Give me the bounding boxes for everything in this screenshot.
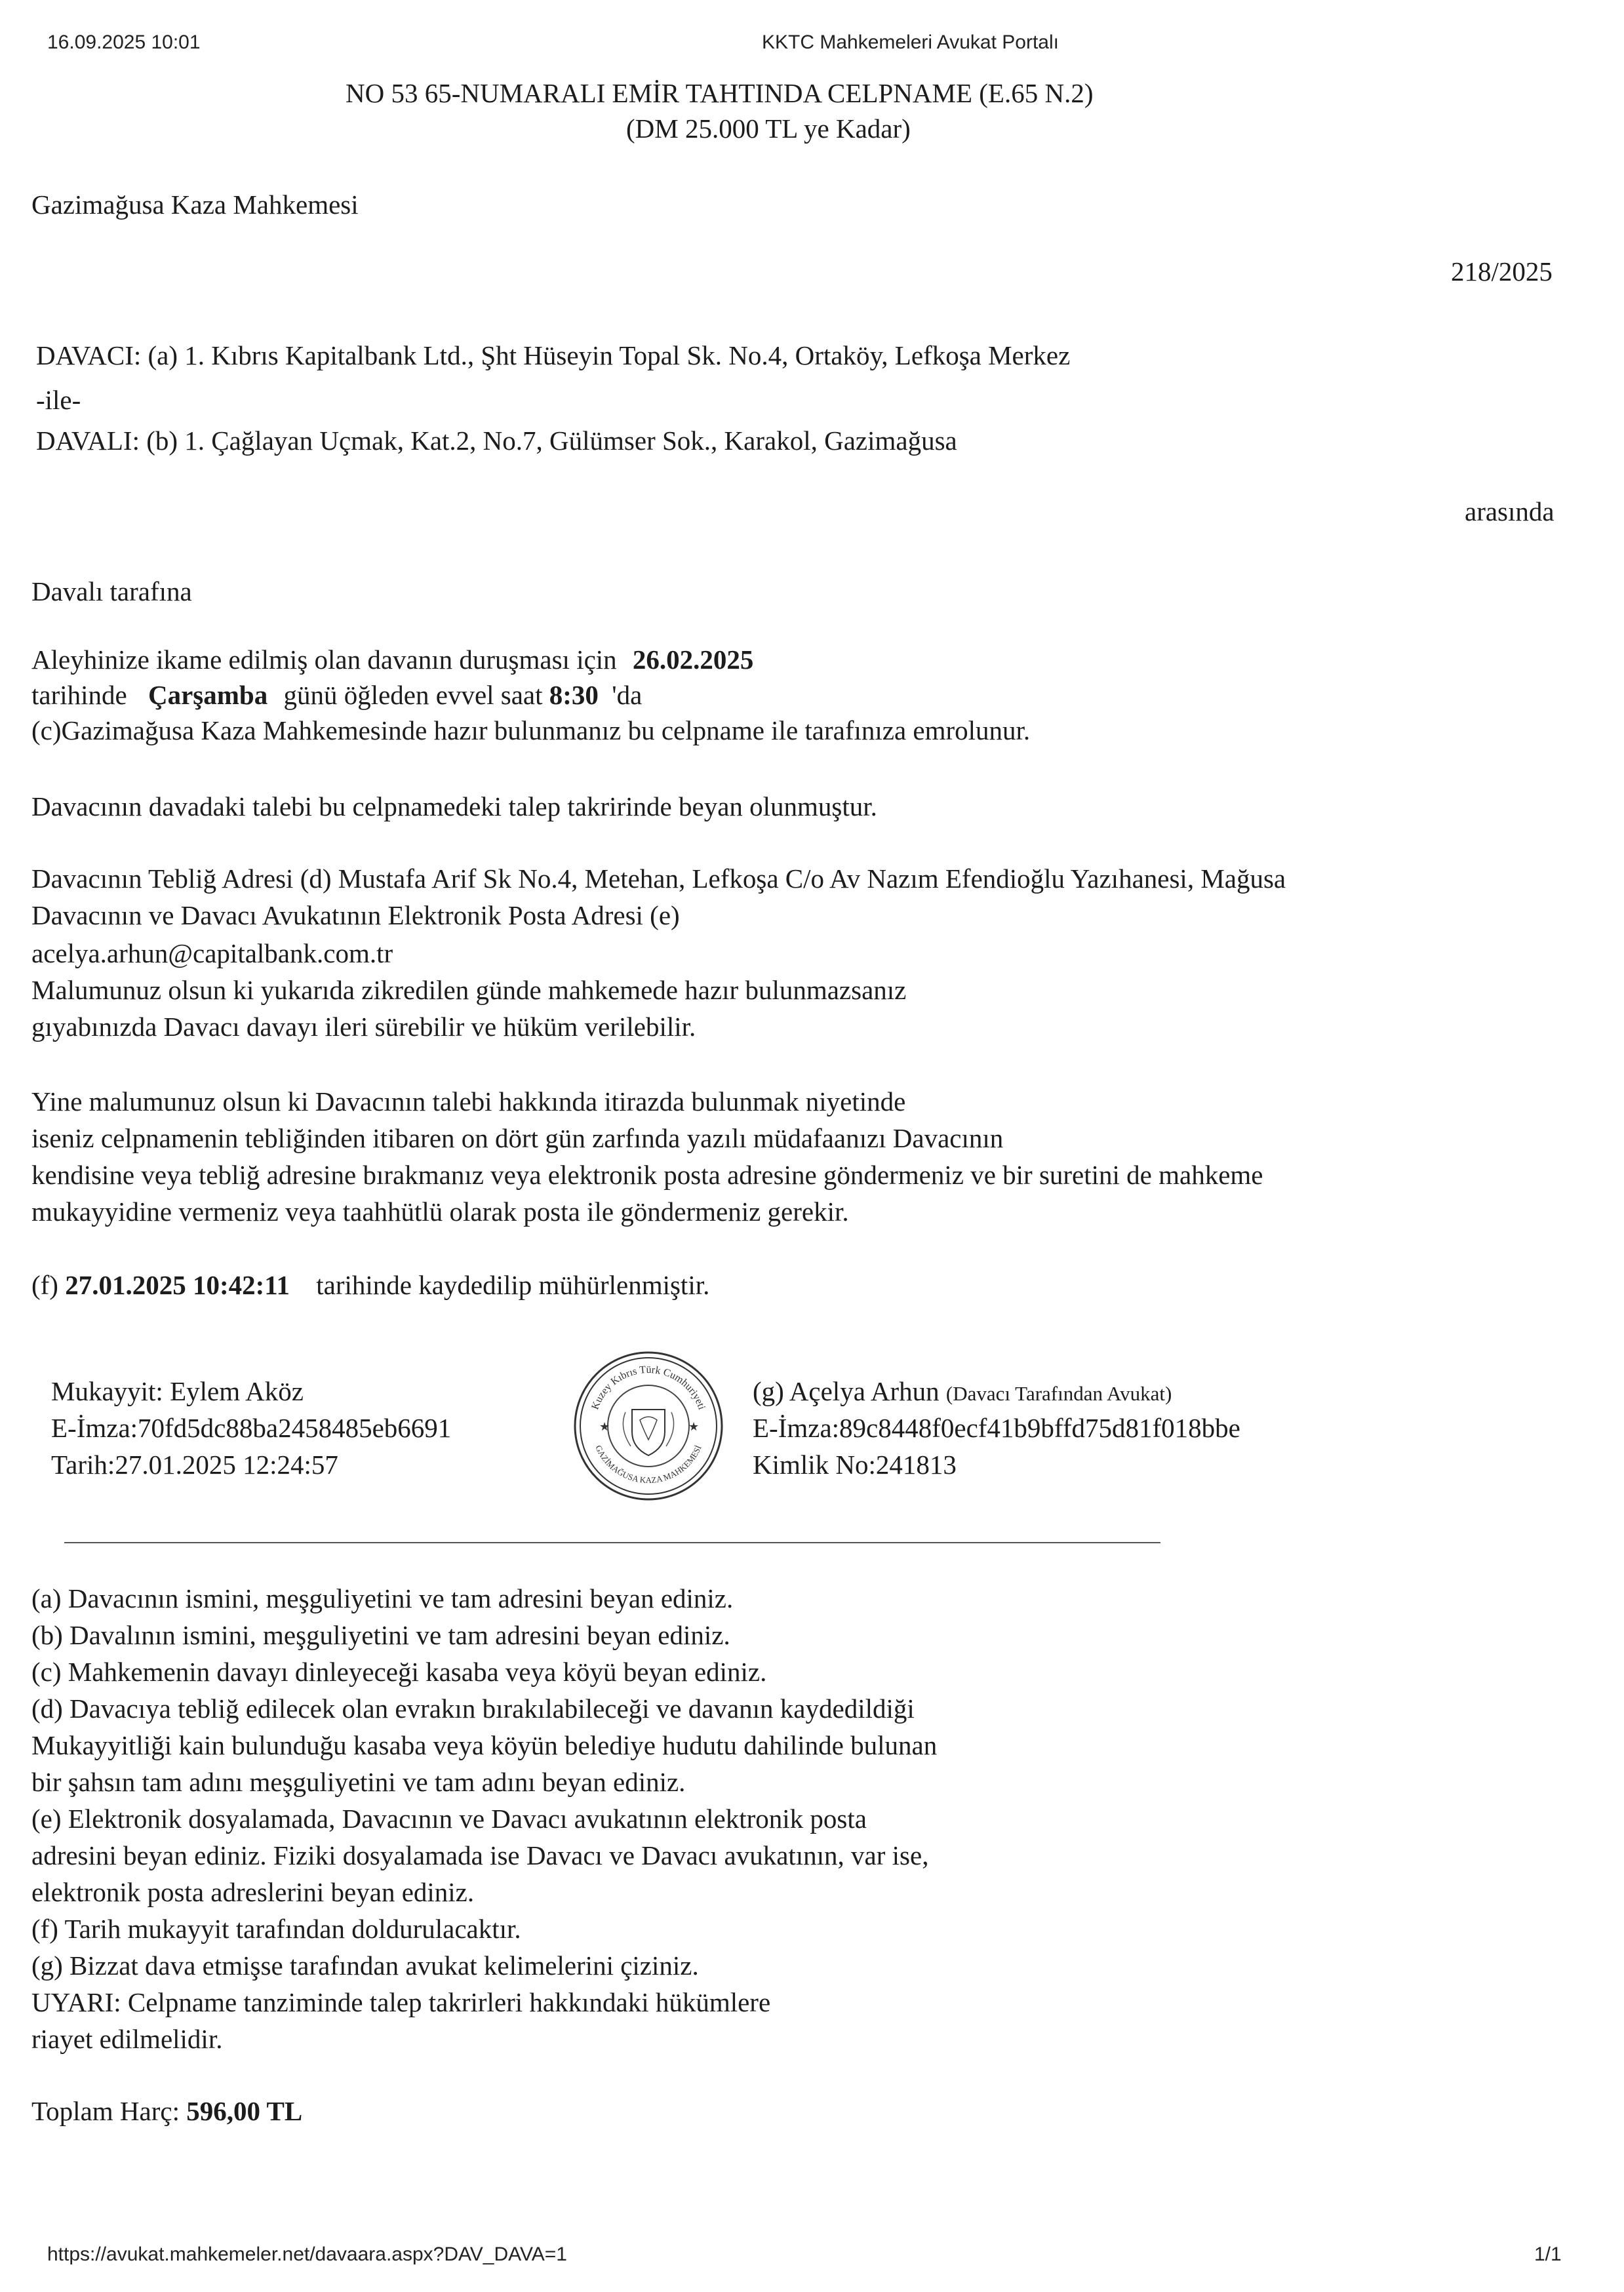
absence-warning-line-1: Malumunuz olsun ki yukarıda zikredilen günde mahkemede hazır bulunmazsanız bbox=[31, 975, 907, 1005]
registrar-esignature: E-İmza:70fd5dc88ba2458485eb6691 bbox=[51, 1413, 452, 1443]
lawyer-name-line bbox=[753, 1375, 1172, 1407]
parties-connector: -ile- bbox=[36, 385, 81, 415]
between-label: arasında bbox=[1465, 496, 1555, 526]
note-line: (a) Davacının ismini, meşguliyetini ve tam adresini beyan ediniz. bbox=[31, 1583, 734, 1613]
addressee: Davalı tarafına bbox=[31, 576, 192, 606]
fee-amount: 596,00 TL bbox=[186, 2096, 303, 2126]
seal-bottom-text: GAZİMAĞUSA KAZA MAHKEMESİ bbox=[593, 1444, 703, 1486]
email-label-line: Davacının ve Davacı Avukatının Elektronik Posta Adresi (e) bbox=[31, 900, 680, 930]
service-address-line: Davacının Tebliğ Adresi (d) Mustafa Arif Sk No.4, Metehan, Lefkoşa C/o Av Nazım Efendioğlu Yazıhanesi, Mağusa bbox=[31, 863, 1286, 894]
objection-line-4: mukayyidine vermeniz veya taahhütlü olarak posta ile göndermeniz gerekir. bbox=[31, 1196, 849, 1227]
notes-list bbox=[31, 1580, 937, 2057]
note-line: (c) Mahkemenin davayı dinleyeceği kasaba veya köyü beyan ediniz. bbox=[31, 1657, 767, 1687]
court-seal-icon bbox=[572, 1349, 725, 1503]
registrar-name: Mukayyit: Eylem Aköz bbox=[51, 1376, 304, 1406]
plaintiff-email: acelya.arhun@capitalbank.com.tr bbox=[31, 938, 393, 968]
note-line: (g) Bizzat dava etmişse tarafından avukat kelimelerini çiziniz. bbox=[31, 1950, 699, 1981]
claim-statement: Davacının davadaki talebi bu celpnamedeki talep takririnde beyan olunmuştur. bbox=[31, 791, 877, 821]
lawyer-name: (g) Açelya Arhun bbox=[753, 1376, 940, 1406]
print-url: https://avukat.mahkemeler.net/davaara.aspx?DAV_DAVA=1 bbox=[47, 2243, 567, 2265]
registration-line bbox=[31, 1269, 709, 1301]
document-subtitle: (DM 25.000 TL ye Kadar) bbox=[626, 113, 911, 144]
objection-line-2: iseniz celpnamenin tebliğinden itibaren on dört gün zarfında yazılı müdafaanızı Davacının bbox=[31, 1123, 1004, 1153]
note-line: riayet edilmelidir. bbox=[31, 2024, 223, 2054]
total-fee bbox=[31, 2095, 302, 2127]
note-line: UYARI: Celpname tanziminde talep takrirleri hakkındaki hükümlere bbox=[31, 1987, 771, 2017]
summons-line-2 bbox=[31, 679, 642, 711]
objection-line-3: kendisine veya tebliğ adresine bırakmanız veya elektronik posta adresine göndermeniz ve bir suretini de mahkeme bbox=[31, 1160, 1263, 1190]
print-site-title: KKTC Mahkemeleri Avukat Portalı bbox=[762, 31, 1059, 53]
note-line: (e) Elektronik dosyalamada, Davacının ve Davacı avukatının elektronik posta bbox=[31, 1804, 867, 1834]
objection-line-1: Yine malumunuz olsun ki Davacının talebi hakkında itirazda bulunmak niyetinde bbox=[31, 1086, 906, 1116]
lawyer-id: Kimlik No:241813 bbox=[753, 1450, 957, 1480]
case-number: 218/2025 bbox=[1451, 256, 1553, 286]
svg-text:★: ★ bbox=[599, 1420, 610, 1434]
note-line: elektronik posta adreslerini beyan ediniz. bbox=[31, 1877, 475, 1907]
fee-label: Toplam Harç: bbox=[31, 2096, 180, 2126]
court-name: Gazimağusa Kaza Mahkemesi bbox=[31, 189, 359, 220]
hearing-weekday: Çarşamba bbox=[148, 680, 268, 710]
registration-prefix: (f) bbox=[31, 1270, 58, 1300]
summons-line-3: (c)Gazimağusa Kaza Mahkemesinde hazır bulunmanız bu celpname ile tarafınıza emrolunur. bbox=[31, 715, 1031, 745]
summons-line-1 bbox=[31, 644, 753, 675]
print-datetime: 16.09.2025 10:01 bbox=[47, 31, 201, 53]
hearing-date: 26.02.2025 bbox=[632, 644, 754, 675]
summons-time-prefix: günü öğleden evvel saat bbox=[283, 680, 543, 710]
note-line: (b) Davalının ismini, meşguliyetini ve tam adresini beyan ediniz. bbox=[31, 1620, 730, 1650]
summons-tarihinde: tarihinde bbox=[31, 680, 127, 710]
absence-warning-line-2: gıyabınızda Davacı davayı ileri sürebilir ve hüküm verilebilir. bbox=[31, 1012, 696, 1042]
document-title: NO 53 65-NUMARALI EMİR TAHTINDA CELPNAME (E.65 N.2) bbox=[346, 78, 1094, 108]
note-line: Mukayyitliği kain bulunduğu kasaba veya köyün belediye hudutu dahilinde bulunan bbox=[31, 1730, 938, 1760]
plaintiff-line: DAVACI: (a) 1. Kıbrıs Kapitalbank Ltd., Şht Hüseyin Topal Sk. No.4, Ortaköy, Lefkoşa Merkez bbox=[36, 340, 1071, 370]
registration-suffix: tarihinde kaydedilip mühürlenmiştir. bbox=[316, 1270, 710, 1300]
defendant-line: DAVALI: (b) 1. Çağlayan Uçmak, Kat.2, No.7, Gülümser Sok., Karakol, Gazimağusa bbox=[36, 425, 957, 456]
note-line: adresini beyan ediniz. Fiziki dosyalamada ise Davacı ve Davacı avukatının, var ise, bbox=[31, 1840, 929, 1870]
registration-datetime: 27.01.2025 10:42:11 bbox=[65, 1270, 290, 1300]
registrar-date: Tarih:27.01.2025 12:24:57 bbox=[51, 1450, 338, 1480]
lawyer-esignature: E-İmza:89c8448f0ecf41b9bffd75d81f018bbe bbox=[753, 1413, 1240, 1443]
svg-text:★: ★ bbox=[688, 1420, 700, 1434]
note-line: (f) Tarih mukayyit tarafından doldurulacaktır. bbox=[31, 1914, 521, 1944]
lawyer-role: (Davacı Tarafından Avukat) bbox=[945, 1382, 1172, 1405]
print-page-number: 1/1 bbox=[1534, 2243, 1562, 2265]
note-line: bir şahsın tam adını meşguliyetini ve tam adını beyan ediniz. bbox=[31, 1767, 686, 1797]
separator-rule bbox=[64, 1542, 1160, 1543]
summons-time-suffix: 'da bbox=[612, 680, 643, 710]
note-line: (d) Davacıya tebliğ edilecek olan evrakın bırakılabileceği ve davanın kaydedildiği bbox=[31, 1693, 915, 1724]
summons-prefix: Aleyhinize ikame edilmiş olan davanın duruşması için bbox=[31, 644, 617, 675]
seal-top-text: Kuzey Kıbrıs Türk Cumhuriyeti bbox=[589, 1364, 707, 1412]
hearing-time: 8:30 bbox=[549, 680, 599, 710]
